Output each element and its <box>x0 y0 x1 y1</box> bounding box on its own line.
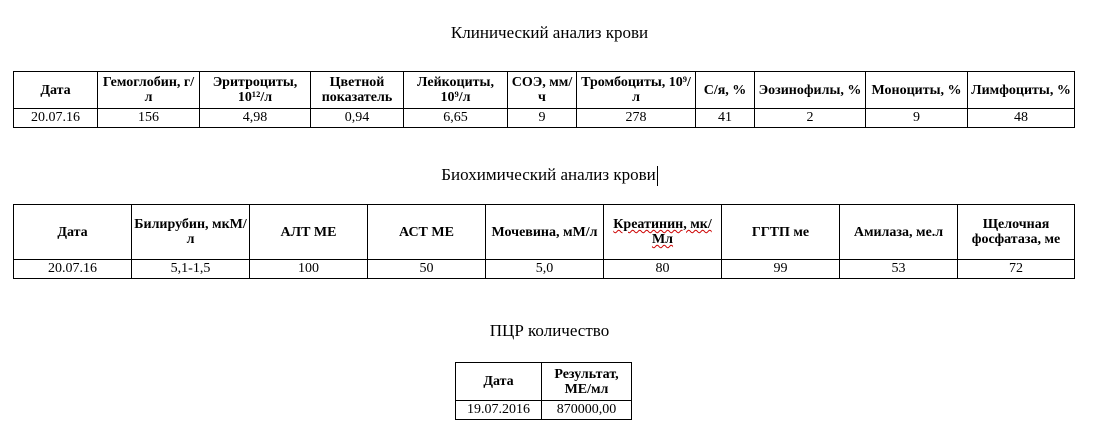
table-row <box>14 109 1075 128</box>
clinical-title: Клинический анализ крови <box>450 23 649 42</box>
table-cell: 9 <box>866 109 968 128</box>
table-cell: 20.07.16 <box>14 260 132 279</box>
table-cell: 20.07.16 <box>14 109 98 128</box>
biochem-title <box>0 165 1099 186</box>
header-cell: Тромбоциты, 10⁹/л <box>577 72 696 109</box>
header-cell: СОЭ, мм/ч <box>508 72 577 109</box>
table-cell: 48 <box>968 109 1075 128</box>
header-cell: Билирубин, мкМ/л <box>132 205 250 260</box>
table-cell: 72 <box>958 260 1075 279</box>
header-cell: Дата <box>14 205 132 260</box>
biochem-blood-table <box>13 204 1075 279</box>
text-cursor-icon <box>657 166 658 186</box>
table-cell: 50 <box>368 260 486 279</box>
table-cell: 870000,00 <box>542 401 632 420</box>
table-row <box>14 260 1075 279</box>
header-cell: АЛТ МЕ <box>250 205 368 260</box>
table-cell: 41 <box>696 109 755 128</box>
header-cell: Гемоглобин, г/л <box>98 72 200 109</box>
table-cell: 53 <box>840 260 958 279</box>
table-cell: 5,0 <box>486 260 604 279</box>
header-cell: Результат, МЕ/мл <box>542 363 632 401</box>
clinical-blood-table <box>13 71 1075 128</box>
table-cell: 19.07.2016 <box>456 401 542 420</box>
biochem-title-text: Биохимический анализ крови <box>441 165 656 184</box>
table-row <box>456 401 632 420</box>
table-cell: 6,65 <box>404 109 508 128</box>
table-cell: 156 <box>98 109 200 128</box>
header-cell: ГГТП ме <box>722 205 840 260</box>
header-cell: Лейкоциты, 10⁹/л <box>404 72 508 109</box>
pcr-title: ПЦР количество <box>489 321 610 340</box>
header-cell: Лимфоциты, % <box>968 72 1075 109</box>
table-cell: 5,1-1,5 <box>132 260 250 279</box>
header-cell: Мочевина, мМ/л <box>486 205 604 260</box>
table-cell: 2 <box>755 109 866 128</box>
table-cell: 9 <box>508 109 577 128</box>
header-cell: Дата <box>456 363 542 401</box>
table-cell: 4,98 <box>200 109 311 128</box>
header-cell: Эритроциты, 10¹²/л <box>200 72 311 109</box>
table-header-row <box>14 72 1075 109</box>
table-header-row <box>456 363 632 401</box>
header-cell: Моноциты, % <box>866 72 968 109</box>
table-header-row <box>14 205 1075 260</box>
header-cell: Эозинофилы, % <box>755 72 866 109</box>
header-cell: Амилаза, ме.л <box>840 205 958 260</box>
table-cell: 80 <box>604 260 722 279</box>
table-cell: 99 <box>722 260 840 279</box>
header-cell: АСТ МЕ <box>368 205 486 260</box>
header-cell: Цветной показатель <box>311 72 404 109</box>
header-cell: Креатинин, мк/Мл <box>604 205 722 260</box>
header-cell: Дата <box>14 72 98 109</box>
header-cell: Щелочная фосфатаза, ме <box>958 205 1075 260</box>
table-cell: 100 <box>250 260 368 279</box>
table-cell: 278 <box>577 109 696 128</box>
header-cell: С/я, % <box>696 72 755 109</box>
table-cell: 0,94 <box>311 109 404 128</box>
pcr-table <box>455 362 632 420</box>
